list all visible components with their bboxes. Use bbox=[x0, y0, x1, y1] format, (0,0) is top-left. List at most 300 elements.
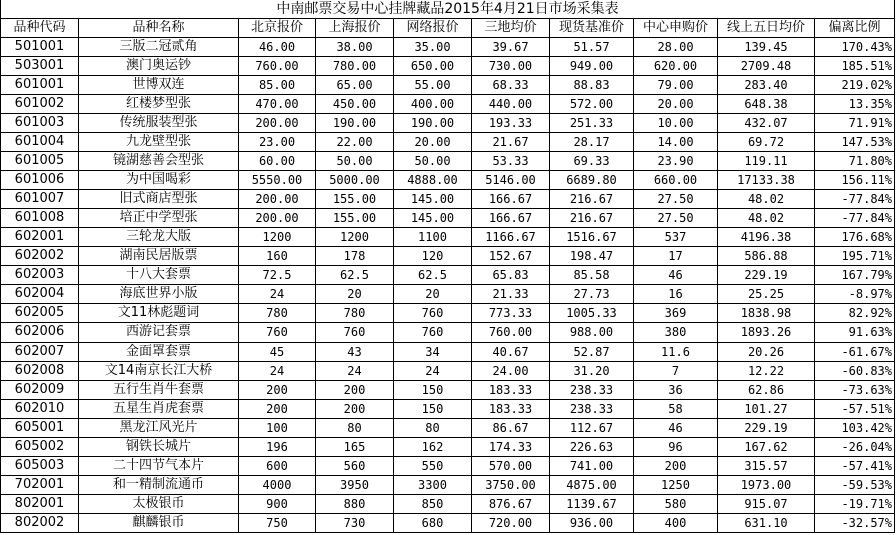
value-cell: 550 bbox=[394, 456, 472, 475]
value-cell: 198.47 bbox=[550, 247, 634, 266]
ratio-cell: 71.91% bbox=[815, 114, 895, 133]
ratio-cell: 13.35% bbox=[815, 95, 895, 114]
value-cell: 750 bbox=[239, 513, 316, 532]
value-cell: 21.67 bbox=[472, 133, 550, 152]
name-cell: 旧式商店型张 bbox=[79, 190, 239, 209]
value-cell: 988.00 bbox=[550, 323, 634, 342]
code-cell: 601001 bbox=[1, 76, 79, 95]
value-cell: 380 bbox=[634, 323, 718, 342]
value-cell: 48.02 bbox=[718, 209, 815, 228]
value-cell: 86.67 bbox=[472, 418, 550, 437]
value-cell: 24 bbox=[239, 361, 316, 380]
value-cell: 155.00 bbox=[316, 190, 394, 209]
value-cell: 1838.98 bbox=[718, 304, 815, 323]
ratio-cell: -61.67% bbox=[815, 342, 895, 361]
value-cell: 16 bbox=[634, 285, 718, 304]
value-cell: 200.00 bbox=[239, 190, 316, 209]
value-cell: 949.00 bbox=[550, 57, 634, 76]
value-cell: 216.67 bbox=[550, 190, 634, 209]
value-cell: 24.00 bbox=[472, 361, 550, 380]
code-cell: 602003 bbox=[1, 266, 79, 285]
value-cell: 162 bbox=[394, 437, 472, 456]
name-cell: 红楼梦型张 bbox=[79, 95, 239, 114]
value-cell: 238.33 bbox=[550, 380, 634, 399]
table-row bbox=[1, 342, 895, 361]
value-cell: 3300 bbox=[394, 475, 472, 494]
value-cell: 369 bbox=[634, 304, 718, 323]
name-cell: 镜湖慈善会型张 bbox=[79, 152, 239, 171]
value-cell: 190.00 bbox=[394, 114, 472, 133]
value-cell: 229.19 bbox=[718, 418, 815, 437]
ratio-cell: -32.57% bbox=[815, 513, 895, 532]
ratio-cell: -8.97% bbox=[815, 285, 895, 304]
value-cell: 28.17 bbox=[550, 133, 634, 152]
column-header: 中心申购价 bbox=[634, 19, 718, 38]
column-header: 品种名称 bbox=[79, 19, 239, 38]
value-cell: 1973.00 bbox=[718, 475, 815, 494]
value-cell: 120 bbox=[394, 247, 472, 266]
value-cell: 1166.67 bbox=[472, 228, 550, 247]
column-header: 网络报价 bbox=[394, 19, 472, 38]
column-header: 三地均价 bbox=[472, 19, 550, 38]
code-cell: 601008 bbox=[1, 209, 79, 228]
value-cell: 139.45 bbox=[718, 38, 815, 57]
value-cell: 650.00 bbox=[394, 57, 472, 76]
value-cell: 5000.00 bbox=[316, 171, 394, 190]
value-cell: 193.33 bbox=[472, 114, 550, 133]
value-cell: 145.00 bbox=[394, 209, 472, 228]
code-cell: 601006 bbox=[1, 171, 79, 190]
value-cell: 315.57 bbox=[718, 456, 815, 475]
value-cell: 150 bbox=[394, 380, 472, 399]
value-cell: 773.33 bbox=[472, 304, 550, 323]
value-cell: 226.63 bbox=[550, 437, 634, 456]
value-cell: 183.33 bbox=[472, 380, 550, 399]
value-cell: 85.58 bbox=[550, 266, 634, 285]
code-cell: 601005 bbox=[1, 152, 79, 171]
value-cell: 200 bbox=[239, 399, 316, 418]
table-row bbox=[1, 209, 895, 228]
value-cell: 5146.00 bbox=[472, 171, 550, 190]
table-row bbox=[1, 171, 895, 190]
value-cell: 50.00 bbox=[316, 152, 394, 171]
column-header: 北京报价 bbox=[239, 19, 316, 38]
value-cell: 1200 bbox=[239, 228, 316, 247]
table-row bbox=[1, 399, 895, 418]
table-row bbox=[1, 133, 895, 152]
code-cell: 602010 bbox=[1, 399, 79, 418]
value-cell: 660.00 bbox=[634, 171, 718, 190]
value-cell: 10.00 bbox=[634, 114, 718, 133]
name-cell: 培正中学型张 bbox=[79, 209, 239, 228]
name-cell: 麒麟银币 bbox=[79, 513, 239, 532]
value-cell: 60.00 bbox=[239, 152, 316, 171]
table-row bbox=[1, 57, 895, 76]
value-cell: 400.00 bbox=[394, 95, 472, 114]
value-cell: 24 bbox=[316, 361, 394, 380]
code-cell: 602002 bbox=[1, 247, 79, 266]
value-cell: 183.33 bbox=[472, 399, 550, 418]
value-cell: 283.40 bbox=[718, 76, 815, 95]
ratio-cell: 156.11% bbox=[815, 171, 895, 190]
value-cell: 400 bbox=[634, 513, 718, 532]
table-row bbox=[1, 323, 895, 342]
code-cell: 601002 bbox=[1, 95, 79, 114]
name-cell: 五星生肖虎套票 bbox=[79, 399, 239, 418]
value-cell: 39.67 bbox=[472, 38, 550, 57]
value-cell: 34 bbox=[394, 342, 472, 361]
value-cell: 112.67 bbox=[550, 418, 634, 437]
table-row bbox=[1, 247, 895, 266]
column-header: 现货基准价 bbox=[550, 19, 634, 38]
value-cell: 35.00 bbox=[394, 38, 472, 57]
ratio-cell: -77.84% bbox=[815, 209, 895, 228]
ratio-cell: 71.80% bbox=[815, 152, 895, 171]
ratio-cell: 195.71% bbox=[815, 247, 895, 266]
value-cell: 190.00 bbox=[316, 114, 394, 133]
value-cell: 12.22 bbox=[718, 361, 815, 380]
table-row bbox=[1, 95, 895, 114]
value-cell: 440.00 bbox=[472, 95, 550, 114]
value-cell: 251.33 bbox=[550, 114, 634, 133]
value-cell: 24 bbox=[239, 285, 316, 304]
value-cell: 200.00 bbox=[239, 114, 316, 133]
value-cell: 648.38 bbox=[718, 95, 815, 114]
value-cell: 178 bbox=[316, 247, 394, 266]
code-cell: 602006 bbox=[1, 323, 79, 342]
value-cell: 238.33 bbox=[550, 399, 634, 418]
ratio-cell: 219.02% bbox=[815, 76, 895, 95]
value-cell: 600 bbox=[239, 456, 316, 475]
value-cell: 4875.00 bbox=[550, 475, 634, 494]
value-cell: 780 bbox=[316, 304, 394, 323]
name-cell: 海底世界小版 bbox=[79, 285, 239, 304]
value-cell: 1250 bbox=[634, 475, 718, 494]
value-cell: 45 bbox=[239, 342, 316, 361]
value-cell: 741.00 bbox=[550, 456, 634, 475]
value-cell: 1200 bbox=[316, 228, 394, 247]
value-cell: 152.67 bbox=[472, 247, 550, 266]
value-cell: 680 bbox=[394, 513, 472, 532]
table-row bbox=[1, 38, 895, 57]
value-cell: 27.50 bbox=[634, 190, 718, 209]
value-cell: 51.57 bbox=[550, 38, 634, 57]
value-cell: 880 bbox=[316, 494, 394, 513]
name-cell: 九龙壁型张 bbox=[79, 133, 239, 152]
code-cell: 602009 bbox=[1, 380, 79, 399]
value-cell: 200 bbox=[316, 399, 394, 418]
value-cell: 166.67 bbox=[472, 190, 550, 209]
name-cell: 和一精制流通币 bbox=[79, 475, 239, 494]
value-cell: 55.00 bbox=[394, 76, 472, 95]
ratio-cell: -19.71% bbox=[815, 494, 895, 513]
value-cell: 96 bbox=[634, 437, 718, 456]
name-cell: 五行生肖牛套票 bbox=[79, 380, 239, 399]
value-cell: 2709.48 bbox=[718, 57, 815, 76]
value-cell: 631.10 bbox=[718, 513, 815, 532]
column-header: 偏离比例 bbox=[815, 19, 895, 38]
ratio-cell: -57.41% bbox=[815, 456, 895, 475]
value-cell: 200 bbox=[239, 380, 316, 399]
ratio-cell: 82.92% bbox=[815, 304, 895, 323]
value-cell: 62.5 bbox=[316, 266, 394, 285]
value-cell: 68.33 bbox=[472, 76, 550, 95]
value-cell: 432.07 bbox=[718, 114, 815, 133]
value-cell: 730 bbox=[316, 513, 394, 532]
value-cell: 58 bbox=[634, 399, 718, 418]
value-cell: 36 bbox=[634, 380, 718, 399]
value-cell: 5550.00 bbox=[239, 171, 316, 190]
table-row bbox=[1, 76, 895, 95]
code-cell: 501001 bbox=[1, 38, 79, 57]
value-cell: 730.00 bbox=[472, 57, 550, 76]
value-cell: 46.00 bbox=[239, 38, 316, 57]
value-cell: 65.83 bbox=[472, 266, 550, 285]
value-cell: 229.19 bbox=[718, 266, 815, 285]
name-cell: 二十四节气本片 bbox=[79, 456, 239, 475]
name-cell: 黑龙江风光片 bbox=[79, 418, 239, 437]
value-cell: 780.00 bbox=[316, 57, 394, 76]
value-cell: 62.86 bbox=[718, 380, 815, 399]
table-row bbox=[1, 114, 895, 133]
table-row bbox=[1, 152, 895, 171]
value-cell: 3750.00 bbox=[472, 475, 550, 494]
value-cell: 69.72 bbox=[718, 133, 815, 152]
value-cell: 80 bbox=[316, 418, 394, 437]
value-cell: 166.67 bbox=[472, 209, 550, 228]
value-cell: 200 bbox=[634, 456, 718, 475]
value-cell: 27.50 bbox=[634, 209, 718, 228]
code-cell: 602001 bbox=[1, 228, 79, 247]
value-cell: 150 bbox=[394, 399, 472, 418]
value-cell: 580 bbox=[634, 494, 718, 513]
name-cell: 世博双连 bbox=[79, 76, 239, 95]
table-title: 中南邮票交易中心挂牌藏品2015年4月21日市场采集表 bbox=[1, 0, 895, 19]
value-cell: 20 bbox=[394, 285, 472, 304]
name-cell: 传统服装型张 bbox=[79, 114, 239, 133]
value-cell: 43 bbox=[316, 342, 394, 361]
table-row bbox=[1, 456, 895, 475]
name-cell: 湖南民居版票 bbox=[79, 247, 239, 266]
table-row bbox=[1, 494, 895, 513]
value-cell: 1100 bbox=[394, 228, 472, 247]
value-cell: 17 bbox=[634, 247, 718, 266]
value-cell: 69.33 bbox=[550, 152, 634, 171]
value-cell: 760.00 bbox=[472, 323, 550, 342]
name-cell: 西游记套票 bbox=[79, 323, 239, 342]
code-cell: 605003 bbox=[1, 456, 79, 475]
table-row bbox=[1, 475, 895, 494]
code-cell: 702001 bbox=[1, 475, 79, 494]
code-cell: 802002 bbox=[1, 513, 79, 532]
value-cell: 85.00 bbox=[239, 76, 316, 95]
ratio-cell: -59.53% bbox=[815, 475, 895, 494]
ratio-cell: 185.51% bbox=[815, 57, 895, 76]
value-cell: 915.07 bbox=[718, 494, 815, 513]
value-cell: 25.25 bbox=[718, 285, 815, 304]
ratio-cell: 147.53% bbox=[815, 133, 895, 152]
value-cell: 6689.80 bbox=[550, 171, 634, 190]
value-cell: 620.00 bbox=[634, 57, 718, 76]
value-cell: 53.33 bbox=[472, 152, 550, 171]
value-cell: 46 bbox=[634, 418, 718, 437]
value-cell: 11.6 bbox=[634, 342, 718, 361]
ratio-cell: 170.43% bbox=[815, 38, 895, 57]
value-cell: 79.00 bbox=[634, 76, 718, 95]
ratio-cell: 91.63% bbox=[815, 323, 895, 342]
table-row bbox=[1, 190, 895, 209]
value-cell: 24 bbox=[394, 361, 472, 380]
value-cell: 23.00 bbox=[239, 133, 316, 152]
value-cell: 1139.67 bbox=[550, 494, 634, 513]
value-cell: 4888.00 bbox=[394, 171, 472, 190]
table-row bbox=[1, 266, 895, 285]
table-row bbox=[1, 228, 895, 247]
value-cell: 20 bbox=[316, 285, 394, 304]
value-cell: 196 bbox=[239, 437, 316, 456]
value-cell: 145.00 bbox=[394, 190, 472, 209]
value-cell: 200 bbox=[316, 380, 394, 399]
name-cell: 澳门奥运钞 bbox=[79, 57, 239, 76]
value-cell: 52.87 bbox=[550, 342, 634, 361]
value-cell: 80 bbox=[394, 418, 472, 437]
ratio-cell: 176.68% bbox=[815, 228, 895, 247]
code-cell: 601007 bbox=[1, 190, 79, 209]
value-cell: 88.83 bbox=[550, 76, 634, 95]
code-cell: 602008 bbox=[1, 361, 79, 380]
value-cell: 40.67 bbox=[472, 342, 550, 361]
column-header: 上海报价 bbox=[316, 19, 394, 38]
code-cell: 605002 bbox=[1, 437, 79, 456]
name-cell: 文14南京长江大桥 bbox=[79, 361, 239, 380]
value-cell: 876.67 bbox=[472, 494, 550, 513]
value-cell: 28.00 bbox=[634, 38, 718, 57]
ratio-cell: -77.84% bbox=[815, 190, 895, 209]
value-cell: 572.00 bbox=[550, 95, 634, 114]
code-cell: 602004 bbox=[1, 285, 79, 304]
value-cell: 155.00 bbox=[316, 209, 394, 228]
name-cell: 十八大套票 bbox=[79, 266, 239, 285]
value-cell: 14.00 bbox=[634, 133, 718, 152]
ratio-cell: -26.04% bbox=[815, 437, 895, 456]
value-cell: 72.5 bbox=[239, 266, 316, 285]
value-cell: 760 bbox=[316, 323, 394, 342]
value-cell: 27.73 bbox=[550, 285, 634, 304]
value-cell: 720.00 bbox=[472, 513, 550, 532]
ratio-cell: -60.83% bbox=[815, 361, 895, 380]
table-row bbox=[1, 361, 895, 380]
value-cell: 4196.38 bbox=[718, 228, 815, 247]
name-cell: 金面罩套票 bbox=[79, 342, 239, 361]
value-cell: 38.00 bbox=[316, 38, 394, 57]
value-cell: 3950 bbox=[316, 475, 394, 494]
value-cell: 780 bbox=[239, 304, 316, 323]
title-row bbox=[1, 0, 895, 19]
value-cell: 1005.33 bbox=[550, 304, 634, 323]
ratio-cell: -57.51% bbox=[815, 399, 895, 418]
ratio-cell: 167.79% bbox=[815, 266, 895, 285]
value-cell: 17133.38 bbox=[718, 171, 815, 190]
value-cell: 200.00 bbox=[239, 209, 316, 228]
code-cell: 602007 bbox=[1, 342, 79, 361]
code-cell: 602005 bbox=[1, 304, 79, 323]
name-cell: 钢铁长城片 bbox=[79, 437, 239, 456]
value-cell: 20.00 bbox=[394, 133, 472, 152]
name-cell: 三轮龙大版 bbox=[79, 228, 239, 247]
value-cell: 570.00 bbox=[472, 456, 550, 475]
table-body bbox=[1, 38, 895, 533]
value-cell: 760 bbox=[239, 323, 316, 342]
table-row bbox=[1, 285, 895, 304]
value-cell: 760.00 bbox=[239, 57, 316, 76]
value-cell: 20.26 bbox=[718, 342, 815, 361]
ratio-cell: -73.63% bbox=[815, 380, 895, 399]
table-row bbox=[1, 513, 895, 532]
name-cell: 文11林彪题词 bbox=[79, 304, 239, 323]
value-cell: 46 bbox=[634, 266, 718, 285]
value-cell: 450.00 bbox=[316, 95, 394, 114]
value-cell: 537 bbox=[634, 228, 718, 247]
value-cell: 167.62 bbox=[718, 437, 815, 456]
value-cell: 101.27 bbox=[718, 399, 815, 418]
value-cell: 174.33 bbox=[472, 437, 550, 456]
table-row bbox=[1, 380, 895, 399]
value-cell: 62.5 bbox=[394, 266, 472, 285]
value-cell: 100 bbox=[239, 418, 316, 437]
value-cell: 50.00 bbox=[394, 152, 472, 171]
value-cell: 1893.26 bbox=[718, 323, 815, 342]
value-cell: 216.67 bbox=[550, 209, 634, 228]
value-cell: 23.90 bbox=[634, 152, 718, 171]
code-cell: 601004 bbox=[1, 133, 79, 152]
value-cell: 1516.67 bbox=[550, 228, 634, 247]
value-cell: 760 bbox=[394, 323, 472, 342]
value-cell: 760 bbox=[394, 304, 472, 323]
value-cell: 165 bbox=[316, 437, 394, 456]
table-row bbox=[1, 437, 895, 456]
value-cell: 20.00 bbox=[634, 95, 718, 114]
value-cell: 560 bbox=[316, 456, 394, 475]
value-cell: 21.33 bbox=[472, 285, 550, 304]
code-cell: 605001 bbox=[1, 418, 79, 437]
name-cell: 三版二冠贰角 bbox=[79, 38, 239, 57]
value-cell: 4000 bbox=[239, 475, 316, 494]
code-cell: 503001 bbox=[1, 57, 79, 76]
value-cell: 586.88 bbox=[718, 247, 815, 266]
header-row bbox=[1, 19, 895, 38]
value-cell: 119.11 bbox=[718, 152, 815, 171]
value-cell: 936.00 bbox=[550, 513, 634, 532]
value-cell: 65.00 bbox=[316, 76, 394, 95]
value-cell: 470.00 bbox=[239, 95, 316, 114]
value-cell: 900 bbox=[239, 494, 316, 513]
value-cell: 31.20 bbox=[550, 361, 634, 380]
code-cell: 802001 bbox=[1, 494, 79, 513]
ratio-cell: 103.42% bbox=[815, 418, 895, 437]
table-row bbox=[1, 418, 895, 437]
value-cell: 160 bbox=[239, 247, 316, 266]
value-cell: 22.00 bbox=[316, 133, 394, 152]
value-cell: 7 bbox=[634, 361, 718, 380]
value-cell: 850 bbox=[394, 494, 472, 513]
name-cell: 为中国喝彩 bbox=[79, 171, 239, 190]
column-header: 线上五日均价 bbox=[718, 19, 815, 38]
value-cell: 48.02 bbox=[718, 190, 815, 209]
code-cell: 601003 bbox=[1, 114, 79, 133]
name-cell: 太极银币 bbox=[79, 494, 239, 513]
column-header: 品种代码 bbox=[1, 19, 79, 38]
table-row bbox=[1, 304, 895, 323]
